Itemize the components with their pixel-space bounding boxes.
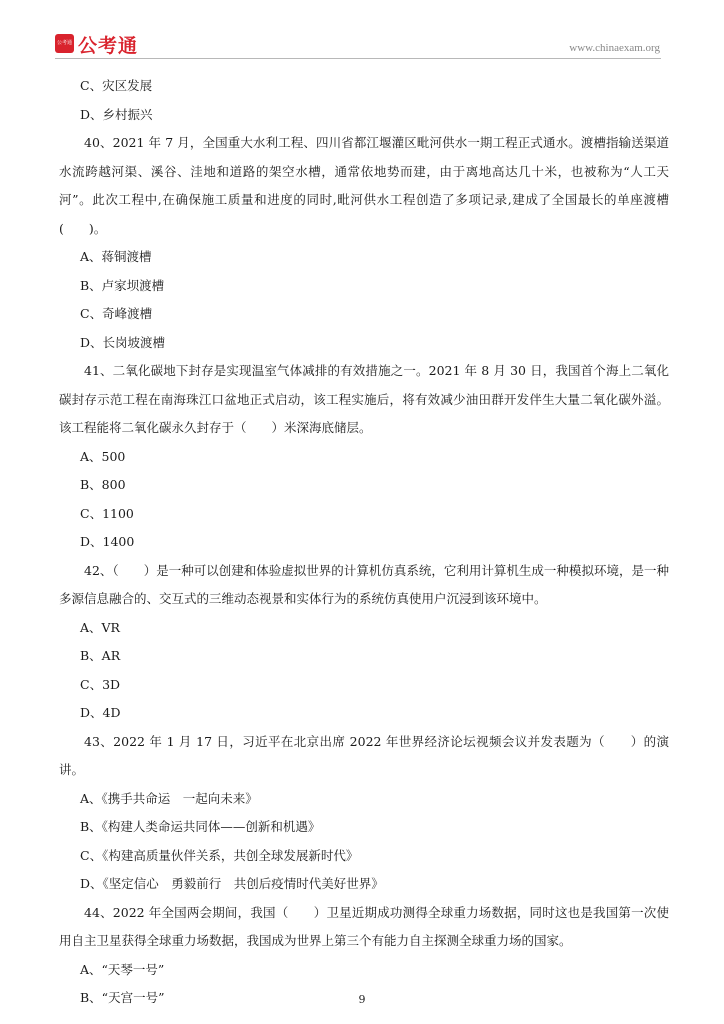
question-42 xyxy=(59,557,669,728)
option-c: C、1100 xyxy=(80,505,134,521)
option-b: B、AR xyxy=(80,648,121,663)
question-40 xyxy=(59,129,669,357)
option-b: B、800 xyxy=(80,477,126,492)
option-c-prev: C、灾区发展 xyxy=(80,78,153,93)
page-header xyxy=(0,0,724,64)
option-c: C、奇峰渡槽 xyxy=(80,306,153,321)
page-number: 9 xyxy=(358,993,366,1006)
option-a: A、蒋铜渡槽 xyxy=(80,249,152,264)
option-d: D、1400 xyxy=(80,534,135,549)
header-divider xyxy=(55,58,661,59)
question-stem: 40、2021 年 7 月，全国重大水利工程、四川省都江堰灌区毗河供水一期工程正式通水。渡槽指输送渠道水流跨越河渠、溪谷、洼地和道路的架空水槽，通常依地势而建，由于离地高达几十米，也被称为“人工天河”。此次工程中,在确保施工质量和进度的同时,毗河供水工程创造了多项记录,建成了全国最长的单座渡槽( )。 xyxy=(59,135,669,236)
question-stem: 43、2022 年 1 月 17 日，习近平在北京出席 2022 年世界经济论坛视频会议并发表题为（ ）的演讲。 xyxy=(59,733,669,777)
question-43 xyxy=(59,728,669,899)
option-b: B、卢家坝渡槽 xyxy=(80,277,165,293)
option-a: A、VR xyxy=(80,619,120,635)
option-a: A、“天琴一号” xyxy=(80,961,165,977)
option-c: C、3D xyxy=(80,676,121,692)
question-stem: 44、2022 年全国两会期间，我国（ ）卫星近期成功测得全球重力场数据，同时这也是我国第一次使用自主卫星获得全球重力场数据，我国成为世界上第三个有能力自主探测全球重力场的国家。 xyxy=(59,904,669,948)
question-41 xyxy=(59,357,669,557)
question-stem: 42、（ ）是一种可以创建和体验虚拟世界的计算机仿真系统，它利用计算机生成一种模拟环境，是一种多源信息融合的、交互式的三维动态视景和实体行为的系统仿真使用户沉浸到该环境中。 xyxy=(59,562,669,606)
option-b: B、“天宫一号” xyxy=(80,990,165,1005)
option-d: D、长岗坡渡槽 xyxy=(80,334,166,350)
option-b: B、《构建人类命运共同体——创新和机遇》 xyxy=(80,819,321,834)
document-body xyxy=(59,72,669,1013)
option-c: C、《构建高质量伙伴关系，共创全球发展新时代》 xyxy=(80,847,359,863)
option-d-prev: D、乡村振兴 xyxy=(80,106,153,122)
option-a: A、500 xyxy=(80,448,126,464)
question-stem: 41、二氧化碳地下封存是实现温室气体减排的有效措施之一。2021 年 8 月 30 日，我国首个海上二氧化碳封存示范工程在南海珠江口盆地正式启动，该工程实施后，将有效减少油田群开发伴生大量二氧化碳外溢。该工程能将二氧化碳永久封存于（ ）米深海底储层。 xyxy=(59,363,669,435)
option-d: D、4D xyxy=(80,705,121,720)
logo-text: 公考通 xyxy=(78,35,139,57)
logo-badge: 公考通 xyxy=(55,34,74,53)
site-url: www.chinaexam.org xyxy=(569,42,660,54)
option-a: A、《携手共命运 一起向未来》 xyxy=(80,790,258,806)
option-d: D、《坚定信心 勇毅前行 共创后疫情时代美好世界》 xyxy=(80,876,384,891)
